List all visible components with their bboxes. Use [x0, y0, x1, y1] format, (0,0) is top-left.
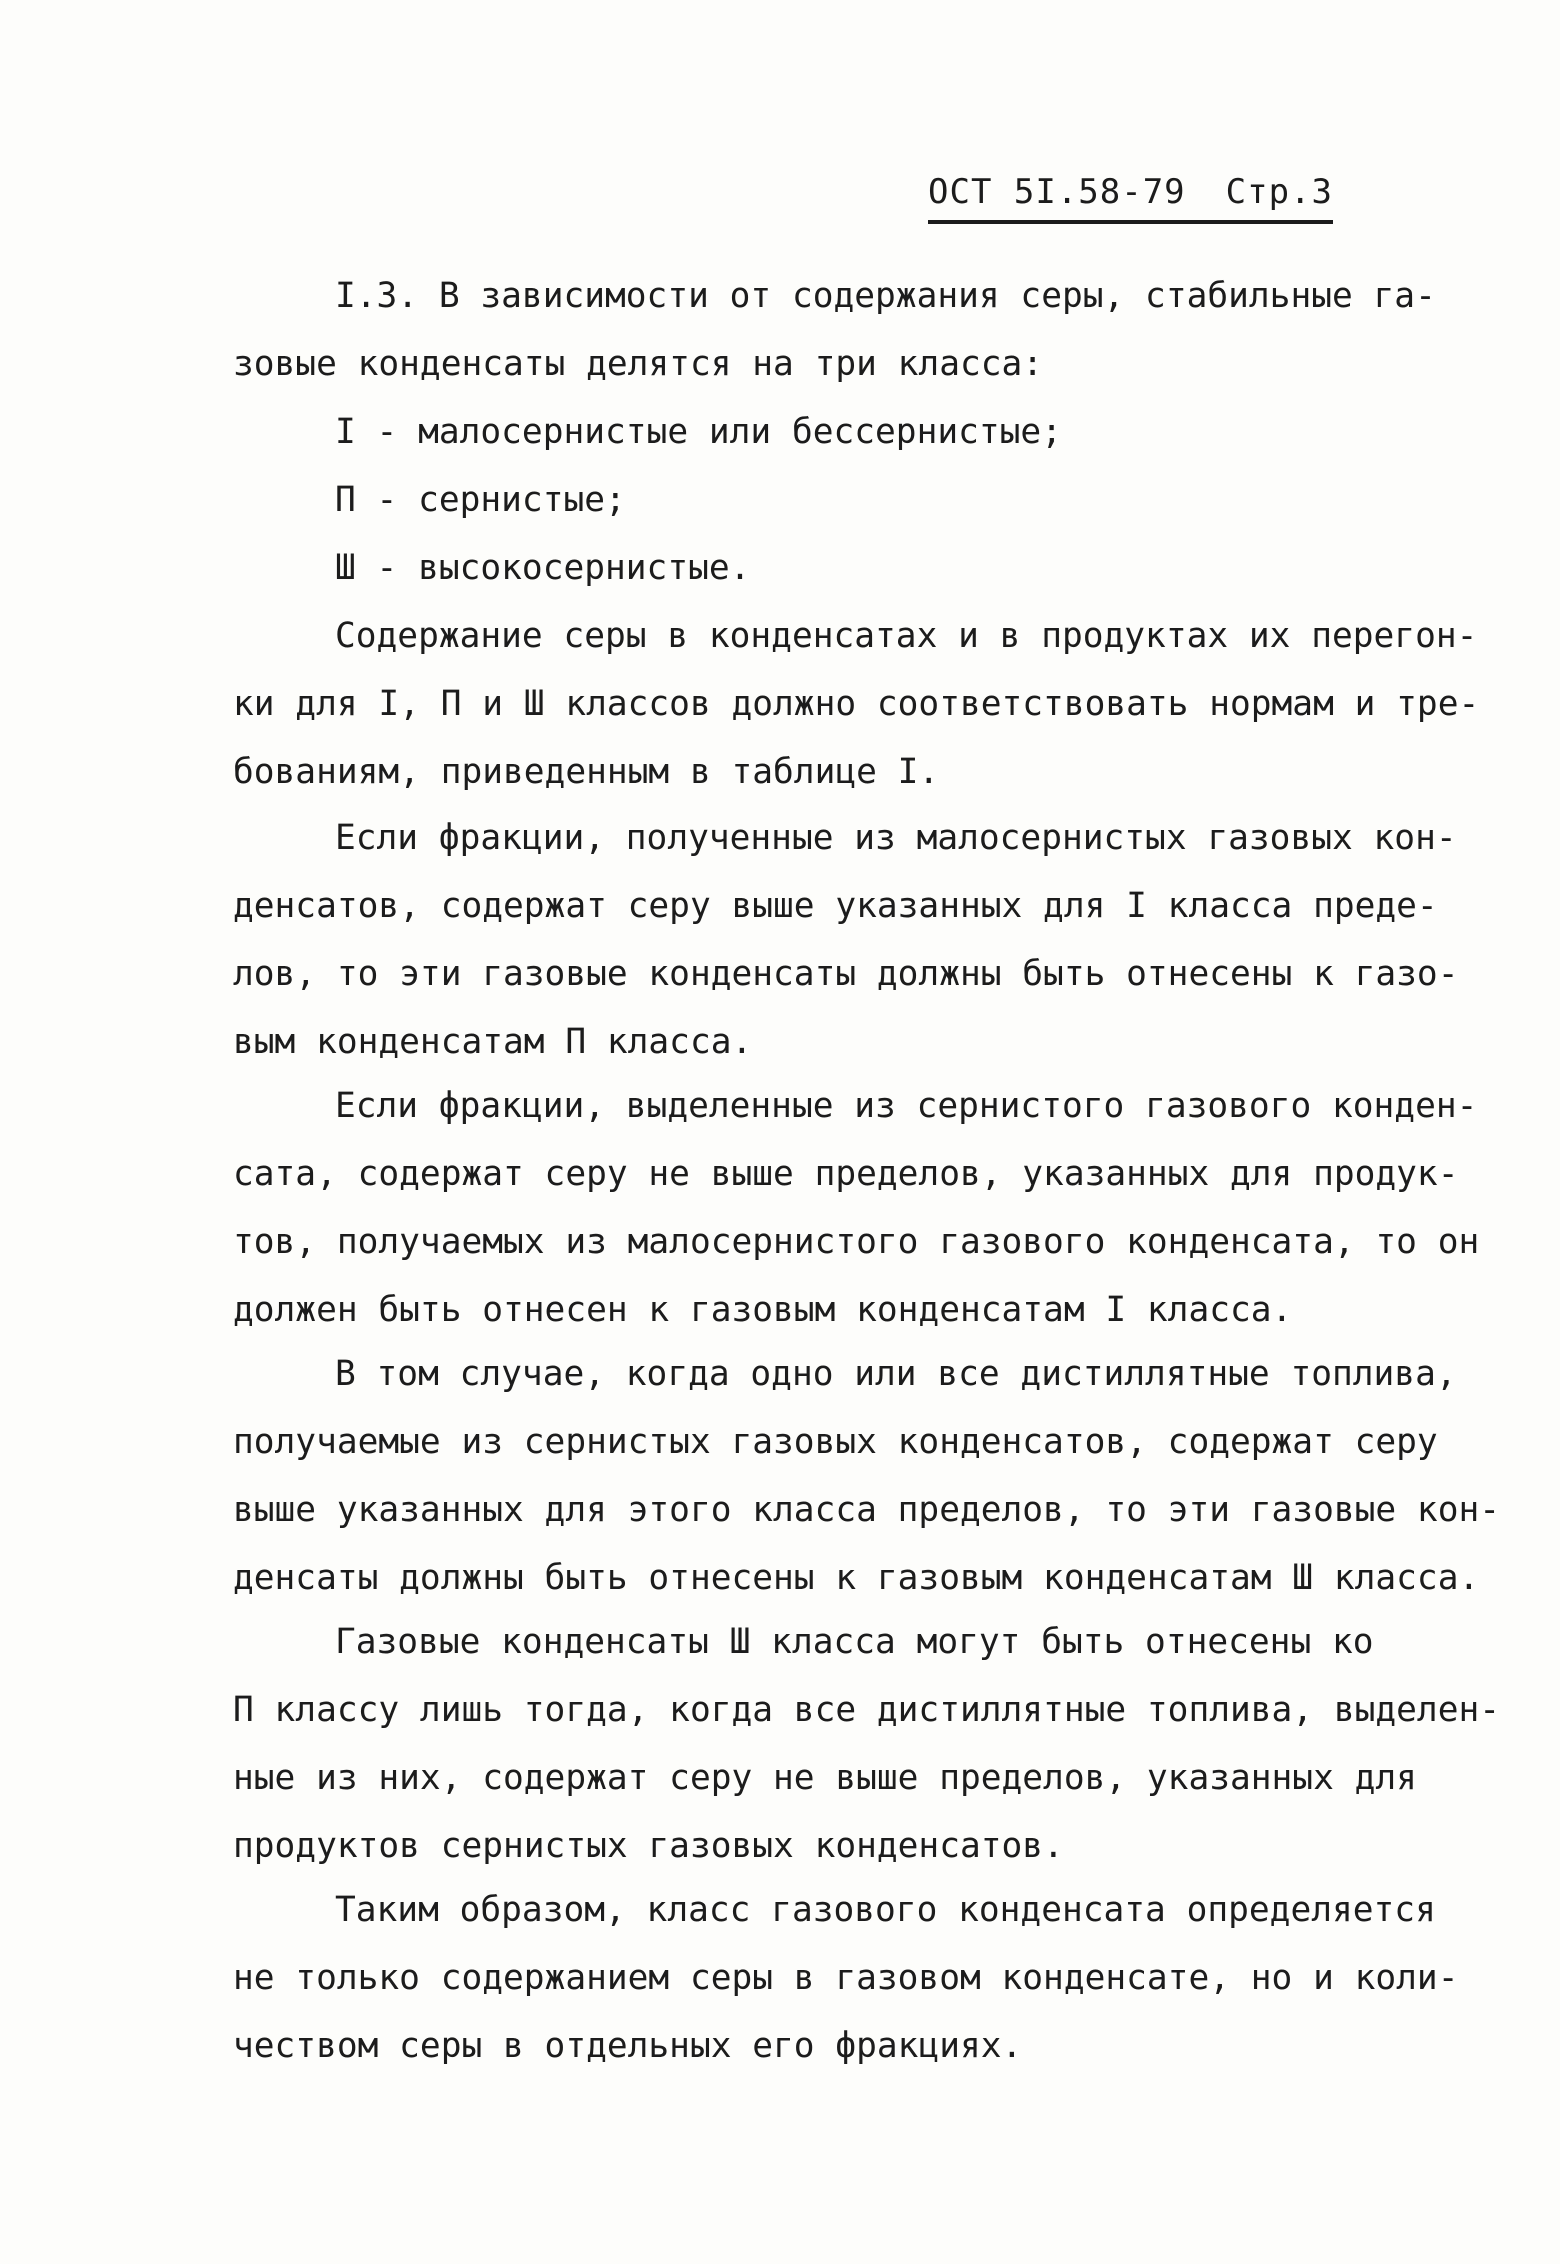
text-line: тов, получаемых из малосернистого газового конденсата, то он — [233, 1222, 1480, 1262]
page-header — [928, 172, 1333, 224]
text-line: Если фракции, выделенные из сернистого газового конден- — [335, 1086, 1478, 1126]
page-number: Стр.3 — [1225, 172, 1333, 212]
text-line: продуктов сернистых газовых конденсатов. — [233, 1826, 1064, 1866]
text-line: денсатов, содержат серу выше указанных для I класса преде- — [233, 886, 1438, 926]
list-item: П - сернистые; — [335, 480, 626, 520]
text-line: денсаты должны быть отнесены к газовым конденсатам Ш класса. — [233, 1558, 1480, 1598]
text-line: Таким образом, класс газового конденсата определяется — [335, 1890, 1436, 1930]
text-line: Если фракции, полученные из малосернистых газовых кон- — [335, 818, 1457, 858]
text-line: вым конденсатам П класса. — [233, 1022, 753, 1062]
text-line: сата, содержат серу не выше пределов, указанных для продук- — [233, 1154, 1459, 1194]
text-line: П классу лишь тогда, когда все дистиллятные топлива, выделен- — [233, 1690, 1501, 1730]
list-item: Ш - высокосернистые. — [335, 548, 751, 588]
text-line: лов, то эти газовые конденсаты должны быть отнесены к газо- — [233, 954, 1459, 994]
text-line: I.3. В зависимости от содержания серы, стабильные га- — [335, 276, 1436, 316]
text-line: чеством серы в отдельных его фракциях. — [233, 2026, 1023, 2066]
text-line: должен быть отнесен к газовым конденсатам I класса. — [233, 1290, 1293, 1330]
text-line: бованиям, приведенным в таблице I. — [233, 752, 940, 792]
text-line: ки для I, П и Ш классов должно соответствовать нормам и тре- — [233, 684, 1480, 724]
text-line: выше указанных для этого класса пределов, то эти газовые кон- — [233, 1490, 1501, 1530]
text-line: ные из них, содержат серу не выше пределов, указанных для — [233, 1758, 1417, 1798]
text-line: зовые конденсаты делятся на три класса: — [233, 344, 1044, 384]
text-line: Газовые конденсаты Ш класса могут быть отнесены ко — [335, 1622, 1374, 1662]
text-line: не только содержанием серы в газовом конденсате, но и коли- — [233, 1958, 1459, 1998]
text-line: получаемые из сернистых газовых конденсатов, содержат серу — [233, 1422, 1438, 1462]
document-code: ОСТ 5I.58-79 — [928, 172, 1186, 212]
list-item: I - малосернистые или бессернистые; — [335, 412, 1062, 452]
text-line: В том случае, когда одно или все дистиллятные топлива, — [335, 1354, 1457, 1394]
text-line: Содержание серы в конденсатах и в продуктах их перегон- — [335, 616, 1478, 656]
